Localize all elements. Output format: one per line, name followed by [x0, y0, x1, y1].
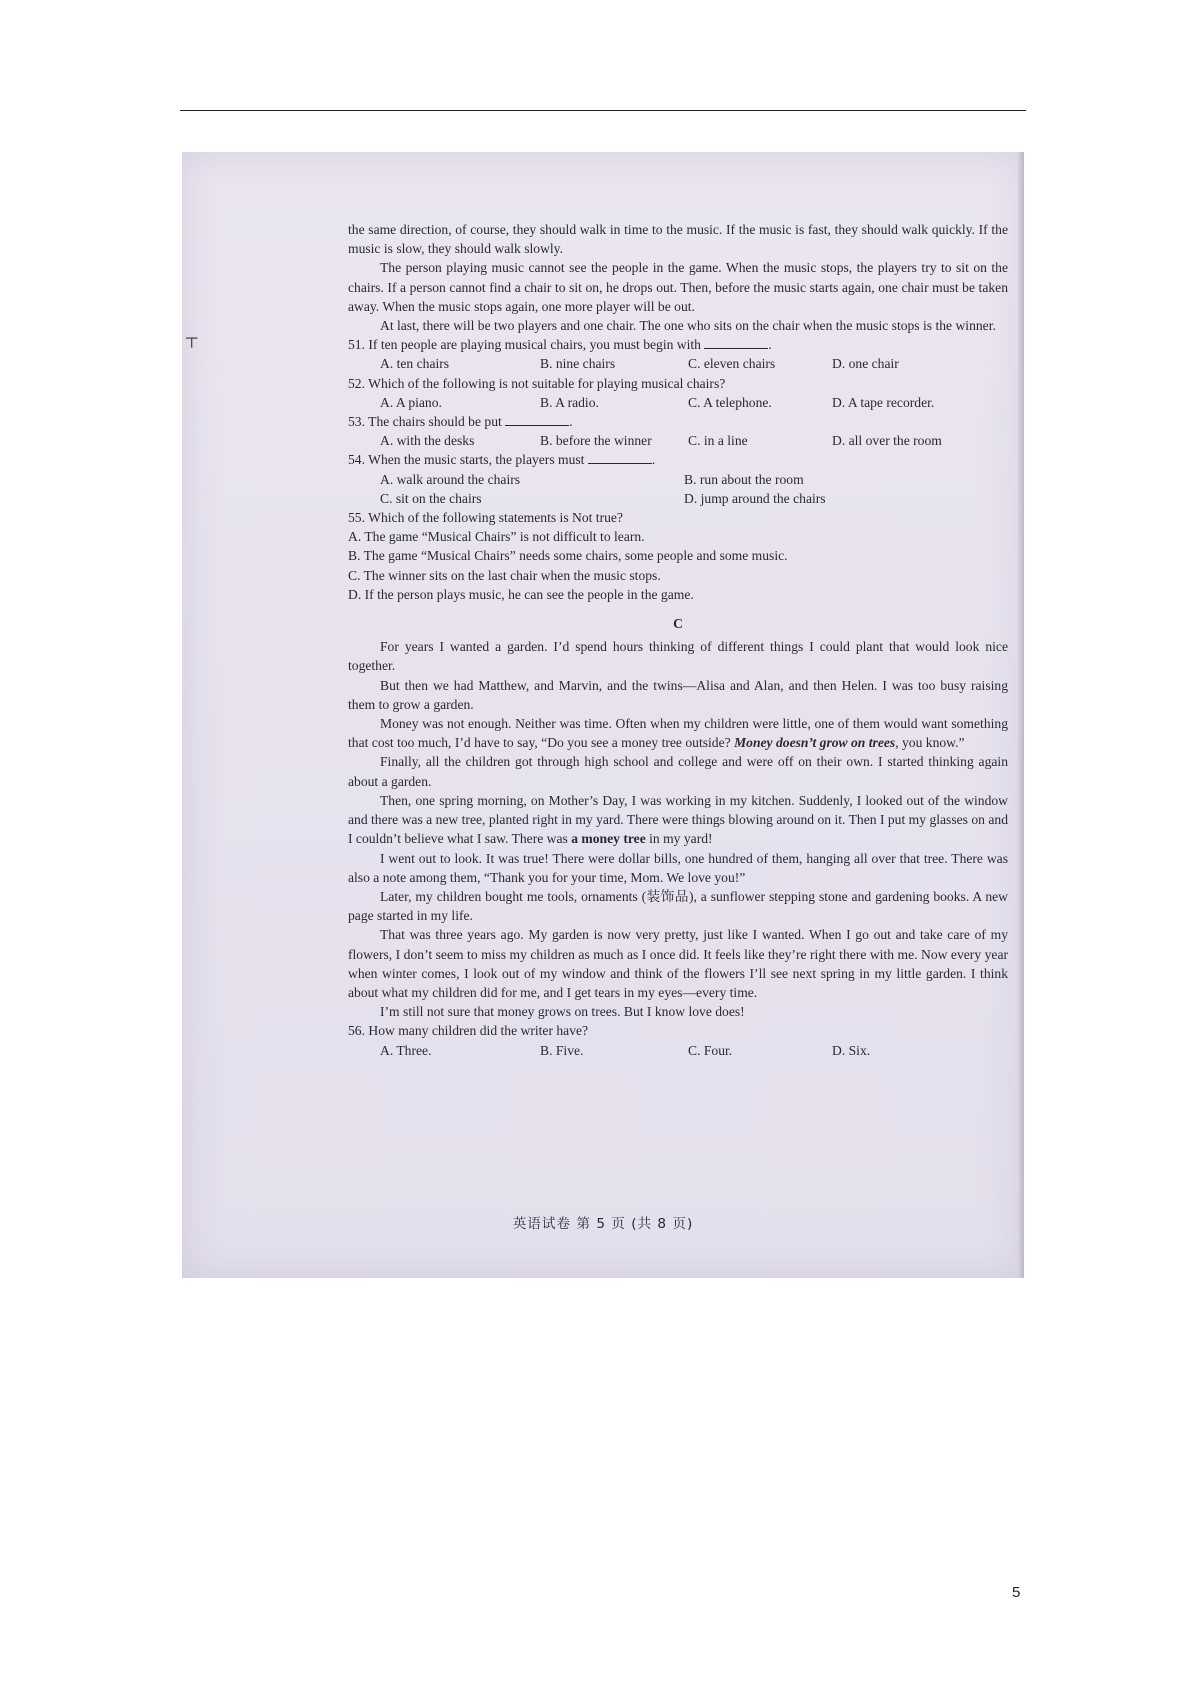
- passage-c-paragraph: Later, my children bought me tools, ornaments (装饰品), a sunflower stepping stone and gardening books. A new page started in my life.: [348, 888, 1008, 924]
- option: B. Five.: [540, 1042, 584, 1058]
- scanned-exam-page: [182, 152, 1024, 1278]
- option: D. all over the room: [832, 433, 942, 449]
- scan-edge-shadow: [1018, 152, 1024, 1278]
- passage-c-paragraph: But then we had Matthew, and Marvin, and the twins—Alisa and Alan, and then Helen. I was too busy raising them to grow a garden.: [348, 677, 1008, 712]
- question-54-options-row1: [380, 470, 1008, 489]
- question-56-options: [380, 1041, 1008, 1060]
- emphasis-phrase: a money tree: [571, 831, 646, 847]
- option: A. with the desks: [380, 433, 475, 449]
- option: B. before the winner: [540, 433, 652, 449]
- question-51-options: [380, 354, 1008, 373]
- question-53-options: [380, 431, 1008, 450]
- option: C. sit on the chairs: [380, 490, 482, 506]
- option: A. The game “Musical Chairs” is not difficult to learn.: [348, 529, 645, 545]
- option: C. A telephone.: [688, 394, 772, 410]
- question-52-options: [380, 393, 1008, 412]
- scan-page-footer: 英语试卷 第 5 页 (共 8 页): [512, 1216, 694, 1232]
- option: D. Six.: [832, 1042, 871, 1058]
- passage-c-paragraph: That was three years ago. My garden is now very pretty, just like I wanted. When I go out and take care of my flowers, I don’t seem to miss my children as much as I once did. It feels like they’re right there with me. Now every year when winter comes, I look out of my window and think of the flowers I’ll see next spring in my little garden. I think about what my children did for me, and I get tears in my eyes—every time.: [348, 927, 1008, 1000]
- option: D. one chair: [832, 356, 899, 372]
- question-52: 52. Which of the following is not suitable for playing musical chairs?: [348, 375, 726, 391]
- page-number: 5: [1012, 1584, 1021, 1601]
- option: C. Four.: [688, 1042, 733, 1058]
- passage-b-paragraph: the same direction, of course, they should walk in time to the music. If the music is fast, they should walk quickly. If the music is slow, they should walk slowly.: [348, 222, 1008, 257]
- option: C. in a line: [688, 433, 748, 449]
- option: C. eleven chairs: [688, 356, 776, 372]
- option: B. The game “Musical Chairs” needs some chairs, some people and some music.: [348, 548, 788, 564]
- option: B. nine chairs: [540, 356, 616, 372]
- passage-b-paragraph: At last, there will be two players and one chair. The one who sits on the chair when the music stops is the winner.: [380, 318, 996, 334]
- passage-b-paragraph: The person playing music cannot see the people in the game. When the music stops, the players try to sit on the chairs. If a person cannot find a chair to sit on, he drops out. Then, before the music starts again, one chair must be taken away. When the music stops again, one more player will be out.: [348, 260, 1008, 314]
- question-51: 51. If ten people are playing musical chairs, you must begin with .: [348, 337, 772, 353]
- question-56: 56. How many children did the writer have?: [348, 1023, 589, 1039]
- question-54-options-row2: [380, 489, 1008, 508]
- option: A. ten chairs: [380, 356, 450, 372]
- question-54: 54. When the music starts, the players must .: [348, 452, 656, 468]
- question-55: 55. Which of the following statements is Not true?: [348, 510, 623, 526]
- emphasis-phrase: Money doesn’t grow on trees: [734, 735, 896, 751]
- option: D. A tape recorder.: [832, 394, 935, 410]
- passage-c-paragraph: I’m still not sure that money grows on trees. But I know love does!: [380, 1004, 745, 1020]
- passage-c-paragraph: Money was not enough. Neither was time. Often when my children were little, one of them would want something that cost too much, I’d have to say, “Do you see a money tree outside? Money doesn’t grow on trees, you know.”: [348, 716, 1008, 751]
- option: B. run about the room: [684, 471, 804, 487]
- answer-blank: [588, 451, 652, 464]
- passage-c-paragraph: Finally, all the children got through high school and college and were off on their own. I started thinking again about a garden.: [348, 754, 1008, 789]
- answer-blank: [505, 413, 569, 426]
- passage-c-paragraph: Then, one spring morning, on Mother’s Day, I was working in my kitchen. Suddenly, I looked out of the window and there was a new tree, planted right in my yard. There were things blowing around on it. Then I put my glasses on and I couldn’t believe what I saw. There was a money tree in my yard!: [348, 792, 1008, 847]
- header-rule: [180, 110, 1026, 111]
- passage-c-paragraph: I went out to look. It was true! There were dollar bills, one hundred of them, hanging all over that tree. There was also a note among them, “Thank you for your time, Mom. We love you!”: [348, 850, 1008, 885]
- margin-tick-mark: ┬: [186, 330, 198, 347]
- option: C. The winner sits on the last chair when the music stops.: [348, 567, 661, 583]
- option: D. If the person plays music, he can see the people in the game.: [348, 586, 694, 602]
- exam-text: [348, 220, 1008, 1060]
- section-c-heading: C: [673, 616, 683, 632]
- option: A. Three.: [380, 1042, 432, 1058]
- answer-blank: [704, 336, 768, 349]
- question-53: 53. The chairs should be put .: [348, 414, 573, 430]
- option: B. A radio.: [540, 394, 599, 410]
- option: A. A piano.: [380, 394, 442, 410]
- passage-c-paragraph: For years I wanted a garden. I’d spend hours thinking of different things I could plant that would look nice together.: [348, 639, 1008, 674]
- option: A. walk around the chairs: [380, 471, 521, 487]
- option: D. jump around the chairs: [684, 490, 826, 506]
